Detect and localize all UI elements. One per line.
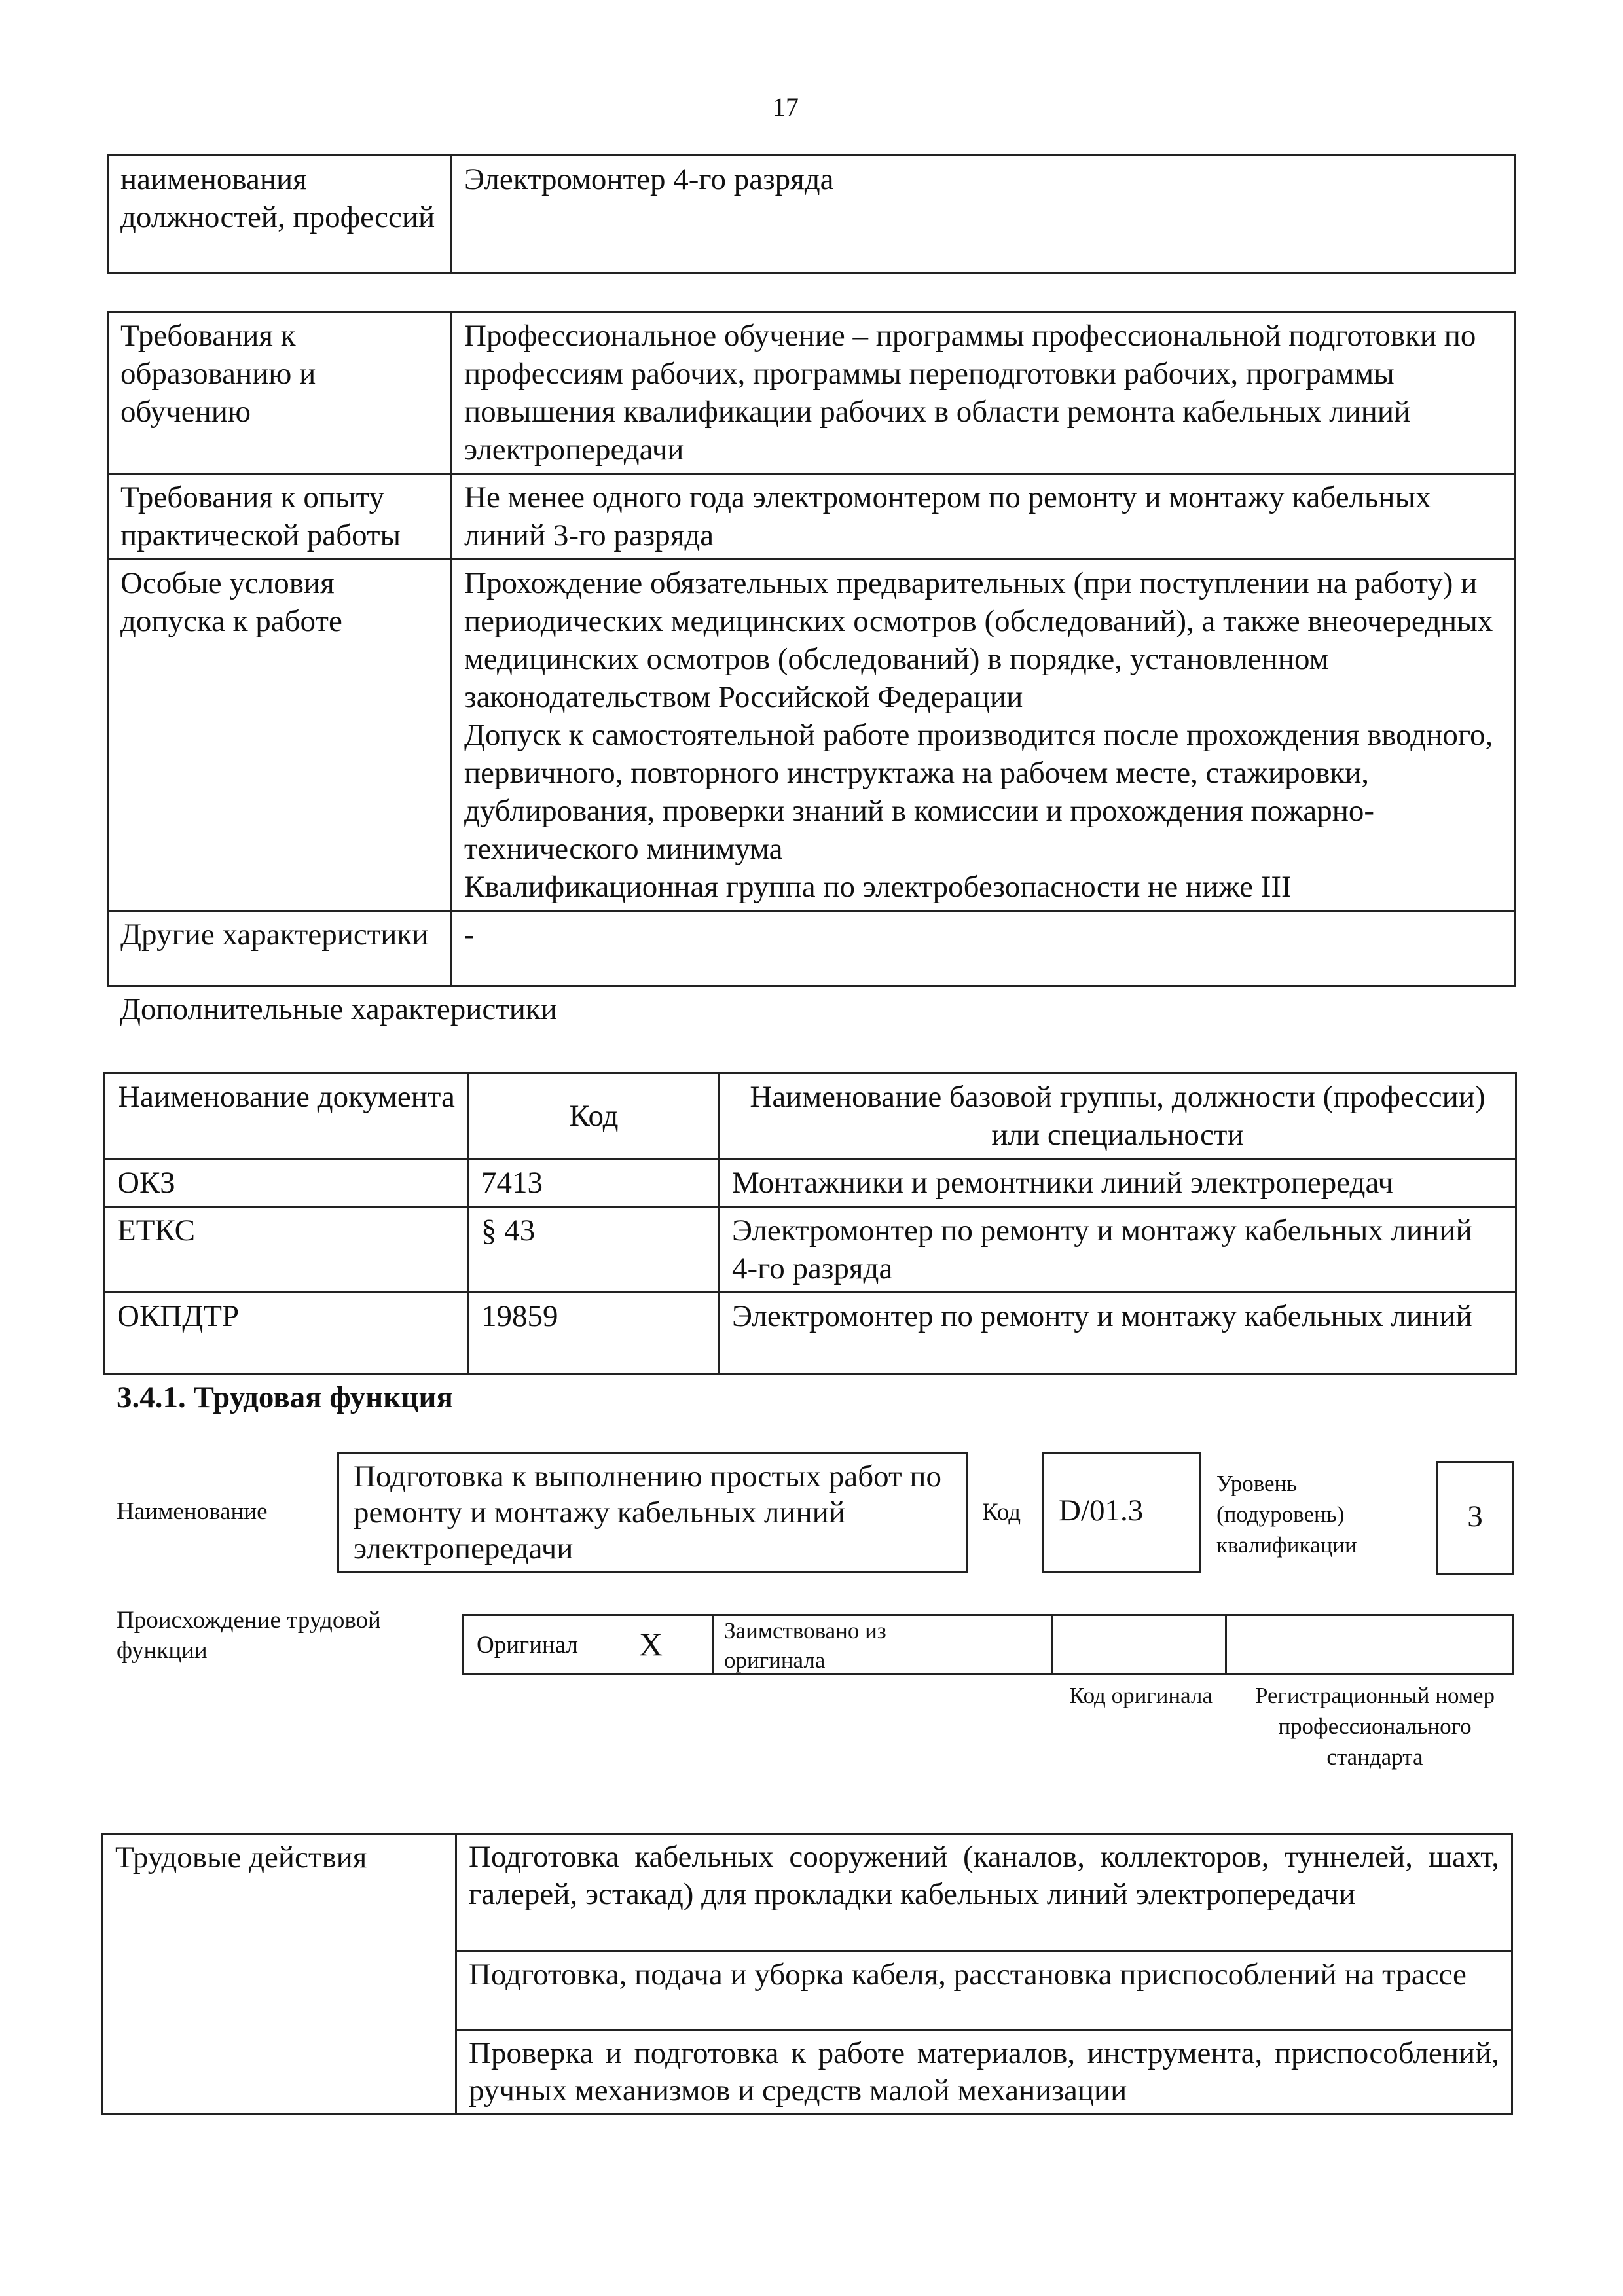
origin-box bbox=[462, 1614, 1514, 1675]
function-name-value: Подготовка к выполнению простых работ по ремонту и монтажу кабельных линий электропередачи bbox=[354, 1460, 942, 1566]
labor-actions-table bbox=[101, 1833, 1513, 2115]
job-names-label: наименования должностей, профессий bbox=[108, 156, 452, 274]
additional-title: Дополнительные характеристики bbox=[120, 992, 557, 1026]
table-cell: 19859 bbox=[469, 1293, 720, 1374]
function-heading: 3.4.1. Трудовая функция bbox=[117, 1380, 453, 1414]
column-header: Код bbox=[469, 1073, 720, 1159]
page-number: 17 bbox=[773, 92, 799, 122]
table-row bbox=[108, 156, 1516, 274]
table-header-row bbox=[105, 1073, 1516, 1159]
labor-action-item: Подготовка, подача и уборка кабеля, расстановка приспособлений на трассе bbox=[456, 1952, 1512, 2030]
qualification-level-label: Уровень (подуровень) квалификации bbox=[1216, 1471, 1357, 1558]
origin-divider bbox=[712, 1616, 714, 1675]
requirement-label: Требования к опыту практической работы bbox=[108, 474, 452, 560]
requirement-label: Особые условия допуска к работе bbox=[108, 560, 452, 911]
function-name-box bbox=[337, 1452, 968, 1573]
table-row bbox=[108, 312, 1516, 474]
table-cell: ЕТКС bbox=[105, 1207, 469, 1293]
requirement-text: Квалификационная группа по электробезопасности не ниже III bbox=[464, 870, 1292, 904]
requirement-text: - bbox=[464, 918, 475, 952]
labor-action-item: Проверка и подготовка к работе материалов, инструмента, приспособлений, ручных механизмов и средств малой механизации bbox=[456, 2030, 1512, 2115]
table-row bbox=[105, 1159, 1516, 1207]
table-row bbox=[108, 911, 1516, 986]
original-code-caption: Код оригинала bbox=[1068, 1683, 1213, 1708]
origin-divider bbox=[1225, 1616, 1227, 1675]
table-row bbox=[108, 560, 1516, 911]
column-header: Наименование базовой группы, должности (профессии) или специальности bbox=[720, 1073, 1516, 1159]
original-mark: X bbox=[639, 1626, 663, 1662]
requirement-text: Допуск к самостоятельной работе производится после прохождения вводного, первичного, повторного инструктажа на рабочем месте, стажировки, дублирования, проверки знаний в комиссии и прохождения пожарно-технического минимума bbox=[464, 718, 1493, 866]
borrowed-label: Заимствовано из оригинала bbox=[724, 1618, 886, 1673]
table-cell: Монтажники и ремонтники линий электропередач bbox=[720, 1159, 1516, 1207]
table-cell: ОКПДТР bbox=[105, 1293, 469, 1374]
table-row bbox=[103, 1834, 1512, 1952]
table-cell: Электромонтер по ремонту и монтажу кабельных линий 4-го разряда bbox=[720, 1207, 1516, 1293]
table-row bbox=[105, 1207, 1516, 1293]
original-label: Оригинал bbox=[477, 1632, 579, 1659]
table-cell: § 43 bbox=[469, 1207, 720, 1293]
table-row bbox=[105, 1293, 1516, 1374]
labor-actions-label: Трудовые действия bbox=[103, 1834, 456, 2115]
job-names-table bbox=[107, 154, 1516, 274]
requirement-text: Не менее одного года электромонтером по ремонту и монтажу кабельных линий 3-го разряда bbox=[464, 480, 1431, 552]
job-names-value: Электромонтер 4-го разряда bbox=[452, 156, 1516, 274]
table-cell: Электромонтер по ремонту и монтажу кабельных линий bbox=[720, 1293, 1516, 1374]
table-cell: ОКЗ bbox=[105, 1159, 469, 1207]
qualification-level-box bbox=[1436, 1461, 1514, 1575]
requirement-label: Другие характеристики bbox=[108, 911, 452, 986]
column-header: Наименование документа bbox=[105, 1073, 469, 1159]
requirement-text: Профессиональное обучение – программы профессиональной подготовки по профессиям рабочих, программы переподготовки рабочих, программы повышения квалификации рабочих в области ремонта кабельных линий электропередачи bbox=[464, 319, 1476, 467]
additional-table bbox=[103, 1072, 1517, 1375]
function-code-value: D/01.3 bbox=[1059, 1494, 1144, 1528]
function-code-box bbox=[1042, 1452, 1201, 1573]
labor-action-item: Подготовка кабельных сооружений (каналов, коллекторов, туннелей, шахт, галерей, эстакад) для прокладки кабельных линий электропередачи bbox=[456, 1834, 1512, 1952]
table-cell: 7413 bbox=[469, 1159, 720, 1207]
table-row bbox=[108, 474, 1516, 560]
qualification-level-value: 3 bbox=[1467, 1499, 1483, 1534]
requirements-table bbox=[107, 311, 1516, 987]
function-name-label: Наименование bbox=[117, 1498, 268, 1525]
registration-number-caption: Регистрационный номер профессионального стандарта bbox=[1254, 1683, 1495, 1770]
origin-label: Происхождение трудовой функции bbox=[117, 1607, 381, 1664]
requirement-text: Прохождение обязательных предварительных (при поступлении на работу) и периодических медицинских осмотров (обследований), а также внеочередных медицинских осмотров (обследований) в порядке, установленном законодательством Российской Федерации bbox=[464, 566, 1493, 714]
requirement-label: Требования к образованию и обучению bbox=[108, 312, 452, 474]
function-code-label: Код bbox=[982, 1499, 1021, 1526]
origin-divider bbox=[1051, 1616, 1053, 1675]
